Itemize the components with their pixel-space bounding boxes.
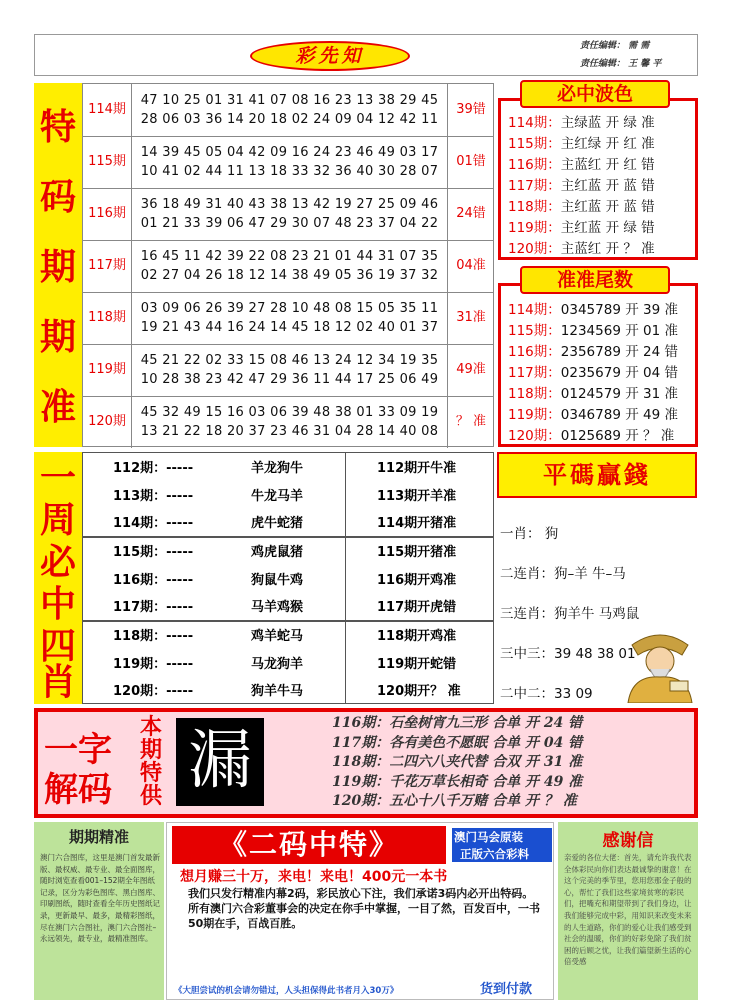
tema-numbers-1: 36 18 49 31 40 43 38 13 42 19 27 25 09 46: [140, 197, 439, 212]
four-period: 113期：-----: [113, 489, 194, 504]
tail-text: 0345789 开 39 准: [560, 302, 678, 318]
decode-lines: [332, 714, 582, 812]
wave-period: 114期：: [508, 115, 561, 131]
four-table: [82, 452, 494, 704]
four-zodiac: 牛龙马羊: [251, 489, 304, 504]
tail-text: 0124579 开 31 准: [560, 386, 678, 402]
decode-line: 120期：五心十八千万赌 合单 开 ？ 准: [332, 793, 577, 809]
four-result: 119期开蛇错: [377, 657, 457, 672]
tema-period: 120期: [83, 396, 132, 448]
tema-result: 31准: [447, 292, 494, 344]
wave-text: 主红蓝 开 绿 错: [560, 220, 655, 236]
four-result: 115期开猪准: [377, 545, 457, 560]
four-result: 120期开？ 准: [377, 684, 461, 699]
four-char-4: 中: [39, 584, 76, 625]
four-result: 118期开鸡准: [377, 629, 457, 644]
tema-row: [83, 240, 493, 293]
four-period: 114期：-----: [113, 516, 194, 531]
tail-row: [508, 382, 694, 403]
tema-row: [83, 136, 493, 189]
tema-numbers-2: 28 06 03 36 14 20 18 02 24 09 04 12 42 11: [140, 112, 439, 127]
tema-char-1: 特: [39, 107, 76, 148]
tail-text: 0346789 开 49 准: [560, 407, 678, 423]
four-zodiac: 马龙狗羊: [251, 657, 304, 672]
thanks-text: 亲爱的各位大佬：首先，请允许我代表全体彩民向你们表达最诚挚的谢意！在这个完美的季节里，您用您那金子般的心，帮忙了我们这些家境贫寒的彩民们，把嘴充和期望带到了我们身边，让我们能够完成中彩，用知识来改变未来的人生道路，你们的爱心让我们感受到社会的温暖，你们的好彩免除了我们贫困的后顾之忧，让我们篇望新生活的心倍受感: [564, 853, 692, 967]
tema-row: [83, 188, 493, 241]
tema-numbers-1: 03 09 06 26 39 27 28 10 48 08 15 05 35 11: [140, 301, 439, 316]
four-zodiac: 狗羊牛马: [251, 684, 304, 699]
decode-vertical-char: 期: [139, 738, 162, 763]
tema-result: ？ 准: [447, 396, 494, 448]
tema-numbers-2: 13 21 22 18 20 37 23 46 31 04 28 14 40 08: [140, 424, 439, 439]
four-result: 113期开羊准: [377, 489, 457, 504]
ping-title: 平碼贏錢: [497, 452, 697, 498]
mid-ad-slogan: 想月赚三十万，来电！来电！400元一本书: [180, 869, 448, 885]
wave-row: [508, 132, 694, 153]
tail-row: [508, 319, 694, 340]
left-info-text: 澳门六合图库，这里是澳门首发最新版、最权威、最专业、最全面图库，随时浏览查看001–152期全年图纸记录，区分为彩色图库、黑白图库、印刷图纸，随时查看全年历史图纸记录，更新最早、最多，最精彩图纸，尽在澳门六合图社，澳门六合图社–永远领先，最专业，最精准图库。: [40, 853, 160, 944]
four-row: [83, 483, 493, 511]
four-zodiac: 狗鼠牛鸡: [251, 573, 304, 588]
wave-text: 主红绿 开 红 准: [560, 136, 655, 152]
four-zodiac: 鸡羊蛇马: [251, 629, 304, 644]
wave-row: [508, 237, 694, 258]
wave-period: 118期：: [508, 199, 561, 215]
tema-char-2: 码: [39, 177, 76, 218]
four-zodiac: 虎牛蛇猪: [251, 516, 304, 531]
tema-period: 118期: [83, 292, 132, 344]
tema-result: 04准: [447, 240, 494, 292]
tail-period: 115期：: [508, 323, 561, 339]
tail-period: 118期：: [508, 386, 561, 402]
four-period: 119期：-----: [113, 657, 194, 672]
wave-text: 主蓝红 开 红 错: [560, 157, 655, 173]
tema-numbers-1: 14 39 45 05 04 42 09 16 24 23 46 49 03 17: [140, 145, 439, 160]
thanks-title: 感谢信: [602, 831, 654, 851]
tail-period: 119期：: [508, 407, 561, 423]
tema-period: 116期: [83, 188, 132, 240]
tema-row: [83, 344, 493, 397]
tail-text: 1234569 开 01 准: [560, 323, 678, 339]
tema-numbers-1: 16 45 11 42 39 22 08 23 21 01 44 31 07 35: [140, 249, 439, 264]
tema-result: 24错: [447, 188, 494, 240]
four-row: [83, 539, 493, 567]
tema-numbers-2: 19 21 43 44 16 24 14 45 18 12 02 40 01 37: [140, 320, 439, 335]
four-period: 117期：-----: [113, 600, 194, 615]
wave-text: 主红蓝 开 蓝 错: [560, 178, 655, 194]
editor-line-1: 责任编辑： 需 需: [580, 41, 650, 51]
wave-row: [508, 174, 694, 195]
four-result: 114期开猪准: [377, 516, 457, 531]
four-result: 112期开牛准: [377, 461, 457, 476]
wave-period: 115期：: [508, 136, 561, 152]
tema-char-5: 准: [39, 387, 76, 428]
mid-ad-text: 我们只发行精准内幕2码，彩民放心下注，我们承诺3码内必开出特码。所有澳门六合彩董事会的决定在你手中掌握，一目了然，百发百中，一书50期在手，百战百胜。: [188, 887, 540, 930]
tail-title: 准准尾数: [520, 266, 670, 294]
four-row: [83, 455, 493, 483]
wave-title: 必中波色: [520, 80, 670, 108]
four-char-6: 肖: [39, 662, 76, 703]
tema-numbers-2: 01 21 33 39 06 47 29 30 07 48 23 37 04 22: [140, 216, 439, 231]
ping-line-3: 三连肖：狗羊牛 马鸡鼠: [500, 606, 640, 622]
four-char-5: 四: [39, 626, 76, 667]
four-result: 116期开鸡准: [377, 573, 457, 588]
four-period: 116期：-----: [113, 573, 194, 588]
four-period: 120期：-----: [113, 684, 194, 699]
tema-char-4: 期: [39, 317, 76, 358]
tema-period: 117期: [83, 240, 132, 292]
wave-text: 主绿蓝 开 绿 准: [560, 115, 655, 131]
decode-big-1: 一字: [44, 730, 112, 770]
mid-ad-title: 《二码中特》: [172, 826, 446, 864]
four-zodiac: 鸡虎鼠猪: [251, 545, 304, 560]
four-char-3: 必: [39, 542, 76, 583]
wave-text: 主红蓝 开 蓝 错: [560, 199, 655, 215]
mid-ad-footer: 《大胆尝试的机会请勿错过，人头担保得此书者月入30万》: [174, 986, 399, 996]
decode-line: 119期：千花万草长相奇 合单 开 49 准: [332, 773, 583, 790]
editor-line-2: 责任编辑： 王 馨 平: [580, 59, 662, 69]
tail-period: 116期：: [508, 344, 561, 360]
four-row: [83, 623, 493, 651]
wave-period: 117期：: [508, 178, 561, 194]
tema-row: [83, 396, 493, 448]
wave-period: 116期：: [508, 157, 561, 173]
four-side-banner: [34, 452, 82, 704]
wave-row: [508, 216, 694, 237]
tail-text: 2356789 开 24 错: [560, 344, 678, 360]
four-period: 118期：-----: [113, 629, 194, 644]
wave-row: [508, 195, 694, 216]
four-char-1: 一: [39, 458, 76, 499]
tema-period: 115期: [83, 136, 132, 188]
four-zodiac: 马羊鸡猴: [251, 600, 304, 615]
tail-text: 0125689 开 ？ 准: [560, 428, 675, 444]
ping-line-1: 一肖： 狗: [500, 526, 559, 542]
tema-numbers-1: 47 10 25 01 31 41 07 08 16 23 13 38 29 45: [140, 93, 439, 108]
tail-row: [508, 298, 694, 319]
tema-result: 01错: [447, 136, 494, 188]
tema-char-3: 期: [39, 247, 76, 288]
four-zodiac: 羊龙狗牛: [251, 461, 304, 476]
tema-numbers-2: 02 27 04 26 18 12 14 38 49 05 36 19 37 32: [140, 268, 439, 283]
decode-vertical-char: 特: [139, 761, 162, 786]
wave-row: [508, 153, 694, 174]
tema-numbers-1: 45 21 22 02 33 15 08 46 13 24 12 34 19 35: [140, 353, 439, 368]
left-info-title: 期期精准: [68, 828, 129, 846]
four-row: [83, 594, 493, 622]
wave-row: [508, 111, 694, 132]
decode-line: 117期：各有美色不愿眠 合单 开 04 错: [332, 734, 583, 751]
tema-period: 119期: [83, 344, 132, 396]
decode-key-char: 漏: [176, 718, 264, 806]
four-char-2: 周: [39, 500, 76, 541]
tema-period: 114期: [83, 84, 132, 136]
tema-numbers-2: 10 41 02 44 11 13 18 33 32 36 40 30 28 07: [140, 164, 439, 179]
tema-result: 39错: [447, 84, 494, 136]
ping-line-4: 三中三：39 48 38 01: [500, 646, 636, 662]
tail-text: 0235679 开 04 错: [560, 365, 678, 381]
tema-row: [83, 292, 493, 345]
tail-period: 120期：: [508, 428, 561, 444]
tail-row: [508, 403, 694, 424]
four-period: 112期：-----: [113, 461, 194, 476]
wave-list: [508, 111, 694, 258]
tail-period: 114期：: [508, 302, 561, 318]
tema-result: 49准: [447, 344, 494, 396]
ping-line-5: 二中二：33 09: [500, 686, 593, 702]
tema-numbers-2: 10 28 38 23 42 47 29 36 11 44 17 25 06 49: [140, 372, 439, 387]
decode-vertical: [136, 716, 166, 808]
four-period: 115期：-----: [113, 545, 194, 560]
wave-text: 主蓝红 开 ？ 准: [560, 241, 655, 257]
tail-period: 117期：: [508, 365, 561, 381]
decode-line: 116期：石垒树宵九三形 合单 开 24 错: [332, 715, 583, 731]
logo-title: 彩先知: [250, 41, 410, 71]
four-result: 117期开虎错: [377, 600, 457, 615]
tema-table: [82, 83, 494, 447]
four-row: [83, 510, 493, 538]
wave-period: 120期：: [508, 241, 561, 257]
decode-line: 118期：二四六八夹代替 合双 开 31 准: [332, 754, 583, 770]
sage-figure-icon: [622, 615, 698, 703]
tail-list: [508, 298, 694, 445]
four-row: [83, 567, 493, 595]
tail-row: [508, 361, 694, 382]
tema-row: [83, 84, 493, 137]
tail-row: [508, 340, 694, 361]
ping-line-2: 二连肖：狗–羊 牛–马: [500, 566, 626, 582]
tema-numbers-1: 45 32 49 15 16 03 06 39 48 38 01 33 09 19: [140, 405, 439, 420]
wave-period: 119期：: [508, 220, 561, 236]
mid-ad-side-1: 澳门马会原装: [454, 830, 523, 844]
mid-ad-side-2: 正版六合彩料: [460, 847, 529, 861]
tail-row: [508, 424, 694, 445]
four-row: [83, 651, 493, 679]
decode-big-2: 解码: [44, 770, 112, 810]
mid-ad-cod: 货到付款: [480, 982, 533, 997]
decode-vertical-char: 供: [139, 784, 162, 809]
decode-vertical-char: 本: [139, 715, 162, 740]
tema-side-banner: [34, 83, 82, 447]
four-row: [83, 678, 493, 706]
